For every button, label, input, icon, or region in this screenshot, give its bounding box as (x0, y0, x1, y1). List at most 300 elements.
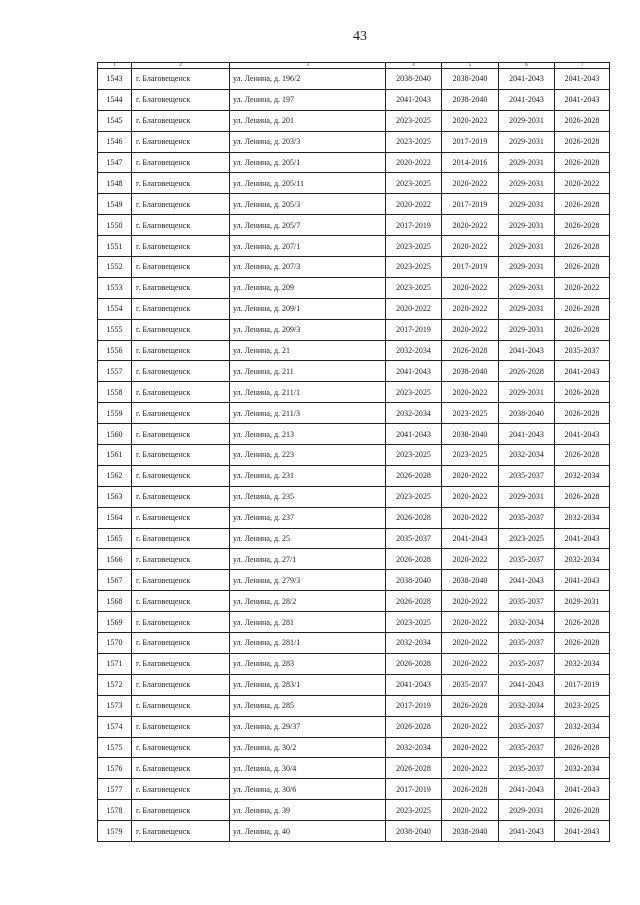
city-cell: г. Благовещенск (132, 466, 230, 487)
period-col-5: 2038-2040 (442, 69, 499, 90)
table-row (98, 153, 610, 174)
row-number: 1573 (98, 696, 132, 717)
period-col-7: 2026-2028 (555, 153, 610, 174)
period-col-4: 2023-2025 (386, 257, 442, 278)
address-cell: ул. Ленина, д. 205/1 (230, 153, 386, 174)
period-col-7: 2035-2037 (555, 341, 610, 362)
period-col-4: 2020-2022 (386, 194, 442, 215)
period-col-6: 2026-2028 (499, 361, 555, 382)
row-number: 1544 (98, 90, 132, 111)
city-cell: г. Благовещенск (132, 738, 230, 759)
address-cell: ул. Ленина, д. 29/37 (230, 717, 386, 738)
period-col-6: 2041-2043 (499, 821, 555, 842)
period-col-6: 2032-2034 (499, 696, 555, 717)
period-col-6: 2035-2037 (499, 654, 555, 675)
period-col-7: 2026-2028 (555, 633, 610, 654)
period-col-4: 2032-2034 (386, 341, 442, 362)
period-col-5: 2020-2022 (442, 508, 499, 529)
period-col-6: 2029-2031 (499, 194, 555, 215)
table-row (98, 69, 610, 90)
period-col-7: 2026-2028 (555, 132, 610, 153)
address-cell: ул. Ленина, д. 21 (230, 341, 386, 362)
address-cell: ул. Ленина, д. 201 (230, 111, 386, 132)
city-cell: г. Благовещенск (132, 800, 230, 821)
period-col-5: 2020-2022 (442, 173, 499, 194)
address-cell: ул. Ленина, д. 30/4 (230, 758, 386, 779)
city-cell: г. Благовещенск (132, 821, 230, 842)
row-number: 1556 (98, 341, 132, 362)
table-row (98, 654, 610, 675)
address-cell: ул. Ленина, д. 231 (230, 466, 386, 487)
address-cell: ул. Ленина, д. 211 (230, 361, 386, 382)
period-col-7: 2020-2022 (555, 173, 610, 194)
city-cell: г. Благовещенск (132, 341, 230, 362)
address-cell: ул. Ленина, д. 213 (230, 424, 386, 445)
address-cell: ул. Ленина, д. 205/11 (230, 173, 386, 194)
table-row (98, 382, 610, 403)
period-col-5: 2020-2022 (442, 800, 499, 821)
table-row (98, 132, 610, 153)
period-col-7: 2026-2028 (555, 403, 610, 424)
period-col-7: 2026-2028 (555, 111, 610, 132)
period-col-5: 2017-2019 (442, 257, 499, 278)
table-row (98, 466, 610, 487)
row-number: 1553 (98, 278, 132, 299)
period-col-5: 2020-2022 (442, 633, 499, 654)
period-col-4: 2035-2037 (386, 529, 442, 550)
city-cell: г. Благовещенск (132, 508, 230, 529)
period-col-7: 2026-2028 (555, 320, 610, 341)
period-col-6: 2041-2043 (499, 341, 555, 362)
table-row (98, 529, 610, 550)
period-col-6: 2029-2031 (499, 236, 555, 257)
period-col-7: 2026-2028 (555, 257, 610, 278)
period-col-4: 2041-2043 (386, 675, 442, 696)
period-col-7: 2026-2028 (555, 299, 610, 320)
city-cell: г. Благовещенск (132, 299, 230, 320)
address-cell: ул. Ленина, д. 223 (230, 445, 386, 466)
row-number: 1559 (98, 403, 132, 424)
period-col-6: 2029-2031 (499, 153, 555, 174)
period-col-6: 2029-2031 (499, 132, 555, 153)
row-number: 1562 (98, 466, 132, 487)
period-col-5: 2020-2022 (442, 738, 499, 759)
period-col-7: 2026-2028 (555, 612, 610, 633)
city-cell: г. Благовещенск (132, 654, 230, 675)
period-col-5: 2020-2022 (442, 717, 499, 738)
address-cell: ул. Ленина, д. 237 (230, 508, 386, 529)
address-cell: ул. Ленина, д. 205/3 (230, 194, 386, 215)
address-cell: ул. Ленина, д. 197 (230, 90, 386, 111)
address-cell: ул. Ленина, д. 279/3 (230, 570, 386, 591)
city-cell: г. Благовещенск (132, 278, 230, 299)
period-col-6: 2029-2031 (499, 215, 555, 236)
period-col-7: 2032-2034 (555, 549, 610, 570)
period-col-6: 2041-2043 (499, 779, 555, 800)
page-number: 43 (353, 29, 367, 44)
period-col-7: 2026-2028 (555, 800, 610, 821)
period-col-4: 2020-2022 (386, 299, 442, 320)
table-row (98, 111, 610, 132)
row-number: 1566 (98, 549, 132, 570)
period-col-6: 2032-2034 (499, 445, 555, 466)
period-col-6: 2035-2037 (499, 633, 555, 654)
column-number-1: 1 (98, 63, 132, 69)
period-col-7: 2041-2043 (555, 529, 610, 550)
table-row (98, 215, 610, 236)
column-number-5: 5 (442, 63, 499, 69)
city-cell: г. Благовещенск (132, 320, 230, 341)
table-row (98, 403, 610, 424)
period-col-7: 2026-2028 (555, 445, 610, 466)
city-cell: г. Благовещенск (132, 111, 230, 132)
period-col-5: 2020-2022 (442, 299, 499, 320)
period-col-6: 2029-2031 (499, 173, 555, 194)
period-col-4: 2026-2028 (386, 717, 442, 738)
period-col-5: 2020-2022 (442, 215, 499, 236)
period-col-4: 2023-2025 (386, 236, 442, 257)
row-number: 1555 (98, 320, 132, 341)
address-cell: ул. Ленина, д. 39 (230, 800, 386, 821)
address-cell: ул. Ленина, д. 40 (230, 821, 386, 842)
table-row (98, 570, 610, 591)
period-col-4: 2017-2019 (386, 779, 442, 800)
period-col-5: 2020-2022 (442, 111, 499, 132)
period-col-7: 2032-2034 (555, 717, 610, 738)
table-row (98, 194, 610, 215)
period-col-4: 2017-2019 (386, 696, 442, 717)
period-col-5: 2020-2022 (442, 236, 499, 257)
table-row (98, 90, 610, 111)
city-cell: г. Благовещенск (132, 717, 230, 738)
period-col-6: 2032-2034 (499, 612, 555, 633)
column-number-3: 3 (230, 63, 386, 69)
period-col-6: 2029-2031 (499, 257, 555, 278)
period-col-7: 2041-2043 (555, 424, 610, 445)
city-cell: г. Благовещенск (132, 549, 230, 570)
period-col-7: 2041-2043 (555, 570, 610, 591)
period-col-7: 2026-2028 (555, 382, 610, 403)
period-col-7: 2029-2031 (555, 591, 610, 612)
period-col-5: 2020-2022 (442, 320, 499, 341)
period-col-5: 2020-2022 (442, 278, 499, 299)
city-cell: г. Благовещенск (132, 445, 230, 466)
period-col-6: 2041-2043 (499, 570, 555, 591)
row-number: 1552 (98, 257, 132, 278)
row-number: 1554 (98, 299, 132, 320)
period-col-6: 2023-2025 (499, 529, 555, 550)
row-number: 1567 (98, 570, 132, 591)
city-cell: г. Благовещенск (132, 696, 230, 717)
city-cell: г. Благовещенск (132, 173, 230, 194)
city-cell: г. Благовещенск (132, 633, 230, 654)
address-cell: ул. Ленина, д. 207/1 (230, 236, 386, 257)
city-cell: г. Благовещенск (132, 361, 230, 382)
period-col-7: 2023-2025 (555, 696, 610, 717)
row-number: 1571 (98, 654, 132, 675)
period-col-4: 2023-2025 (386, 445, 442, 466)
period-col-5: 2038-2040 (442, 821, 499, 842)
period-col-4: 2023-2025 (386, 612, 442, 633)
period-col-6: 2029-2031 (499, 800, 555, 821)
city-cell: г. Благовещенск (132, 132, 230, 153)
period-col-6: 2029-2031 (499, 320, 555, 341)
city-cell: г. Благовещенск (132, 591, 230, 612)
period-col-5: 2020-2022 (442, 758, 499, 779)
row-number: 1577 (98, 779, 132, 800)
address-cell: ул. Ленина, д. 211/3 (230, 403, 386, 424)
table-row (98, 299, 610, 320)
address-cell: ул. Ленина, д. 25 (230, 529, 386, 550)
period-col-5: 2038-2040 (442, 424, 499, 445)
city-cell: г. Благовещенск (132, 215, 230, 236)
row-number: 1551 (98, 236, 132, 257)
address-cell: ул. Ленина, д. 196/2 (230, 69, 386, 90)
table-row (98, 675, 610, 696)
period-col-6: 2029-2031 (499, 278, 555, 299)
city-cell: г. Благовещенск (132, 529, 230, 550)
period-col-6: 2041-2043 (499, 90, 555, 111)
period-col-5: 2026-2028 (442, 696, 499, 717)
row-number: 1564 (98, 508, 132, 529)
period-col-7: 2041-2043 (555, 90, 610, 111)
period-col-6: 2035-2037 (499, 717, 555, 738)
period-col-6: 2035-2037 (499, 549, 555, 570)
period-col-6: 2035-2037 (499, 466, 555, 487)
table-row (98, 717, 610, 738)
city-cell: г. Благовещенск (132, 675, 230, 696)
period-col-6: 2035-2037 (499, 508, 555, 529)
table-row (98, 696, 610, 717)
period-col-6: 2029-2031 (499, 299, 555, 320)
period-col-5: 2041-2043 (442, 529, 499, 550)
table-row (98, 821, 610, 842)
row-number: 1549 (98, 194, 132, 215)
period-col-4: 2023-2025 (386, 173, 442, 194)
period-col-5: 2020-2022 (442, 382, 499, 403)
table-row (98, 173, 610, 194)
address-cell: ул. Ленина, д. 209 (230, 278, 386, 299)
period-col-5: 2014-2016 (442, 153, 499, 174)
table-row (98, 424, 610, 445)
address-cell: ул. Ленина, д. 27/1 (230, 549, 386, 570)
row-number: 1560 (98, 424, 132, 445)
period-col-5: 2017-2019 (442, 132, 499, 153)
period-col-4: 2020-2022 (386, 153, 442, 174)
period-col-6: 2038-2040 (499, 403, 555, 424)
period-col-5: 2023-2025 (442, 403, 499, 424)
period-col-5: 2020-2022 (442, 654, 499, 675)
city-cell: г. Благовещенск (132, 236, 230, 257)
period-col-5: 2026-2028 (442, 341, 499, 362)
period-col-5: 2026-2028 (442, 779, 499, 800)
row-number: 1557 (98, 361, 132, 382)
city-cell: г. Благовещенск (132, 257, 230, 278)
table-row (98, 278, 610, 299)
table-row (98, 341, 610, 362)
address-cell: ул. Ленина, д. 281/1 (230, 633, 386, 654)
period-col-4: 2026-2028 (386, 466, 442, 487)
period-col-5: 2023-2025 (442, 445, 499, 466)
address-table (97, 62, 610, 842)
period-col-4: 2023-2025 (386, 800, 442, 821)
address-cell: ул. Ленина, д. 30/6 (230, 779, 386, 800)
period-col-6: 2035-2037 (499, 738, 555, 759)
address-cell: ул. Ленина, д. 211/1 (230, 382, 386, 403)
period-col-6: 2041-2043 (499, 69, 555, 90)
row-number: 1565 (98, 529, 132, 550)
period-col-4: 2038-2040 (386, 570, 442, 591)
city-cell: г. Благовещенск (132, 779, 230, 800)
column-number-4: 4 (386, 63, 442, 69)
city-cell: г. Благовещенск (132, 403, 230, 424)
period-col-5: 2020-2022 (442, 591, 499, 612)
period-col-4: 2017-2019 (386, 215, 442, 236)
table-row (98, 320, 610, 341)
period-col-7: 2026-2028 (555, 215, 610, 236)
table-row (98, 236, 610, 257)
city-cell: г. Благовещенск (132, 194, 230, 215)
city-cell: г. Благовещенск (132, 424, 230, 445)
period-col-5: 2020-2022 (442, 466, 499, 487)
row-number: 1579 (98, 821, 132, 842)
row-number: 1568 (98, 591, 132, 612)
period-col-5: 2038-2040 (442, 361, 499, 382)
column-number-7: 7 (555, 63, 610, 69)
table-row (98, 591, 610, 612)
period-col-6: 2029-2031 (499, 487, 555, 508)
period-col-6: 2041-2043 (499, 424, 555, 445)
period-col-4: 2026-2028 (386, 591, 442, 612)
row-number: 1574 (98, 717, 132, 738)
period-col-5: 2020-2022 (442, 612, 499, 633)
row-number: 1561 (98, 445, 132, 466)
period-col-4: 2041-2043 (386, 424, 442, 445)
address-cell: ул. Ленина, д. 285 (230, 696, 386, 717)
row-number: 1578 (98, 800, 132, 821)
city-cell: г. Благовещенск (132, 90, 230, 111)
row-number: 1570 (98, 633, 132, 654)
period-col-6: 2035-2037 (499, 758, 555, 779)
period-col-4: 2038-2040 (386, 821, 442, 842)
period-col-4: 2023-2025 (386, 382, 442, 403)
row-number: 1546 (98, 132, 132, 153)
period-col-7: 2026-2028 (555, 487, 610, 508)
period-col-4: 2041-2043 (386, 361, 442, 382)
period-col-7: 2020-2022 (555, 278, 610, 299)
period-col-7: 2032-2034 (555, 466, 610, 487)
row-number: 1543 (98, 69, 132, 90)
period-col-6: 2035-2037 (499, 591, 555, 612)
table-row (98, 633, 610, 654)
period-col-4: 2017-2019 (386, 320, 442, 341)
period-col-6: 2041-2043 (499, 675, 555, 696)
period-col-4: 2032-2034 (386, 633, 442, 654)
period-col-4: 2032-2034 (386, 403, 442, 424)
address-cell: ул. Ленина, д. 203/3 (230, 132, 386, 153)
table-row (98, 779, 610, 800)
table-row (98, 738, 610, 759)
period-col-4: 2026-2028 (386, 508, 442, 529)
table-row (98, 257, 610, 278)
period-col-6: 2029-2031 (499, 382, 555, 403)
period-col-4: 2026-2028 (386, 758, 442, 779)
address-cell: ул. Ленина, д. 235 (230, 487, 386, 508)
table-row (98, 758, 610, 779)
period-col-7: 2041-2043 (555, 821, 610, 842)
row-number: 1550 (98, 215, 132, 236)
period-col-4: 2032-2034 (386, 738, 442, 759)
column-number-2: 2 (132, 63, 230, 69)
city-cell: г. Благовещенск (132, 570, 230, 591)
address-cell: ул. Ленина, д. 28/2 (230, 591, 386, 612)
period-col-7: 2026-2028 (555, 194, 610, 215)
row-number: 1563 (98, 487, 132, 508)
table-row (98, 487, 610, 508)
period-col-6: 2029-2031 (499, 111, 555, 132)
address-cell: ул. Ленина, д. 207/3 (230, 257, 386, 278)
period-col-4: 2026-2028 (386, 549, 442, 570)
row-number: 1569 (98, 612, 132, 633)
city-cell: г. Благовещенск (132, 153, 230, 174)
row-number: 1548 (98, 173, 132, 194)
table-row (98, 612, 610, 633)
city-cell: г. Благовещенск (132, 758, 230, 779)
row-number: 1575 (98, 738, 132, 759)
period-col-4: 2023-2025 (386, 132, 442, 153)
row-number: 1576 (98, 758, 132, 779)
period-col-5: 2038-2040 (442, 570, 499, 591)
period-col-7: 2026-2028 (555, 236, 610, 257)
period-col-4: 2041-2043 (386, 90, 442, 111)
period-col-7: 2041-2043 (555, 69, 610, 90)
period-col-7: 2026-2028 (555, 738, 610, 759)
period-col-4: 2038-2040 (386, 69, 442, 90)
table-row (98, 508, 610, 529)
table-row (98, 800, 610, 821)
period-col-4: 2023-2025 (386, 487, 442, 508)
address-cell: ул. Ленина, д. 209/3 (230, 320, 386, 341)
period-col-4: 2023-2025 (386, 278, 442, 299)
period-col-7: 2032-2034 (555, 758, 610, 779)
city-cell: г. Благовещенск (132, 612, 230, 633)
row-number: 1572 (98, 675, 132, 696)
row-number: 1547 (98, 153, 132, 174)
period-col-5: 2038-2040 (442, 90, 499, 111)
city-cell: г. Благовещенск (132, 487, 230, 508)
period-col-5: 2020-2022 (442, 487, 499, 508)
city-cell: г. Благовещенск (132, 69, 230, 90)
period-col-4: 2026-2028 (386, 654, 442, 675)
address-cell: ул. Ленина, д. 205/7 (230, 215, 386, 236)
table-row (98, 445, 610, 466)
address-cell: ул. Ленина, д. 283 (230, 654, 386, 675)
table-row (98, 549, 610, 570)
period-col-7: 2041-2043 (555, 361, 610, 382)
period-col-5: 2017-2019 (442, 194, 499, 215)
address-cell: ул. Ленина, д. 209/1 (230, 299, 386, 320)
address-cell: ул. Ленина, д. 283/1 (230, 675, 386, 696)
row-number: 1558 (98, 382, 132, 403)
column-number-6: 6 (499, 63, 555, 69)
period-col-7: 2017-2019 (555, 675, 610, 696)
table-row (98, 361, 610, 382)
period-col-7: 2041-2043 (555, 779, 610, 800)
address-cell: ул. Ленина, д. 281 (230, 612, 386, 633)
period-col-7: 2032-2034 (555, 654, 610, 675)
period-col-4: 2023-2025 (386, 111, 442, 132)
period-col-7: 2032-2034 (555, 508, 610, 529)
